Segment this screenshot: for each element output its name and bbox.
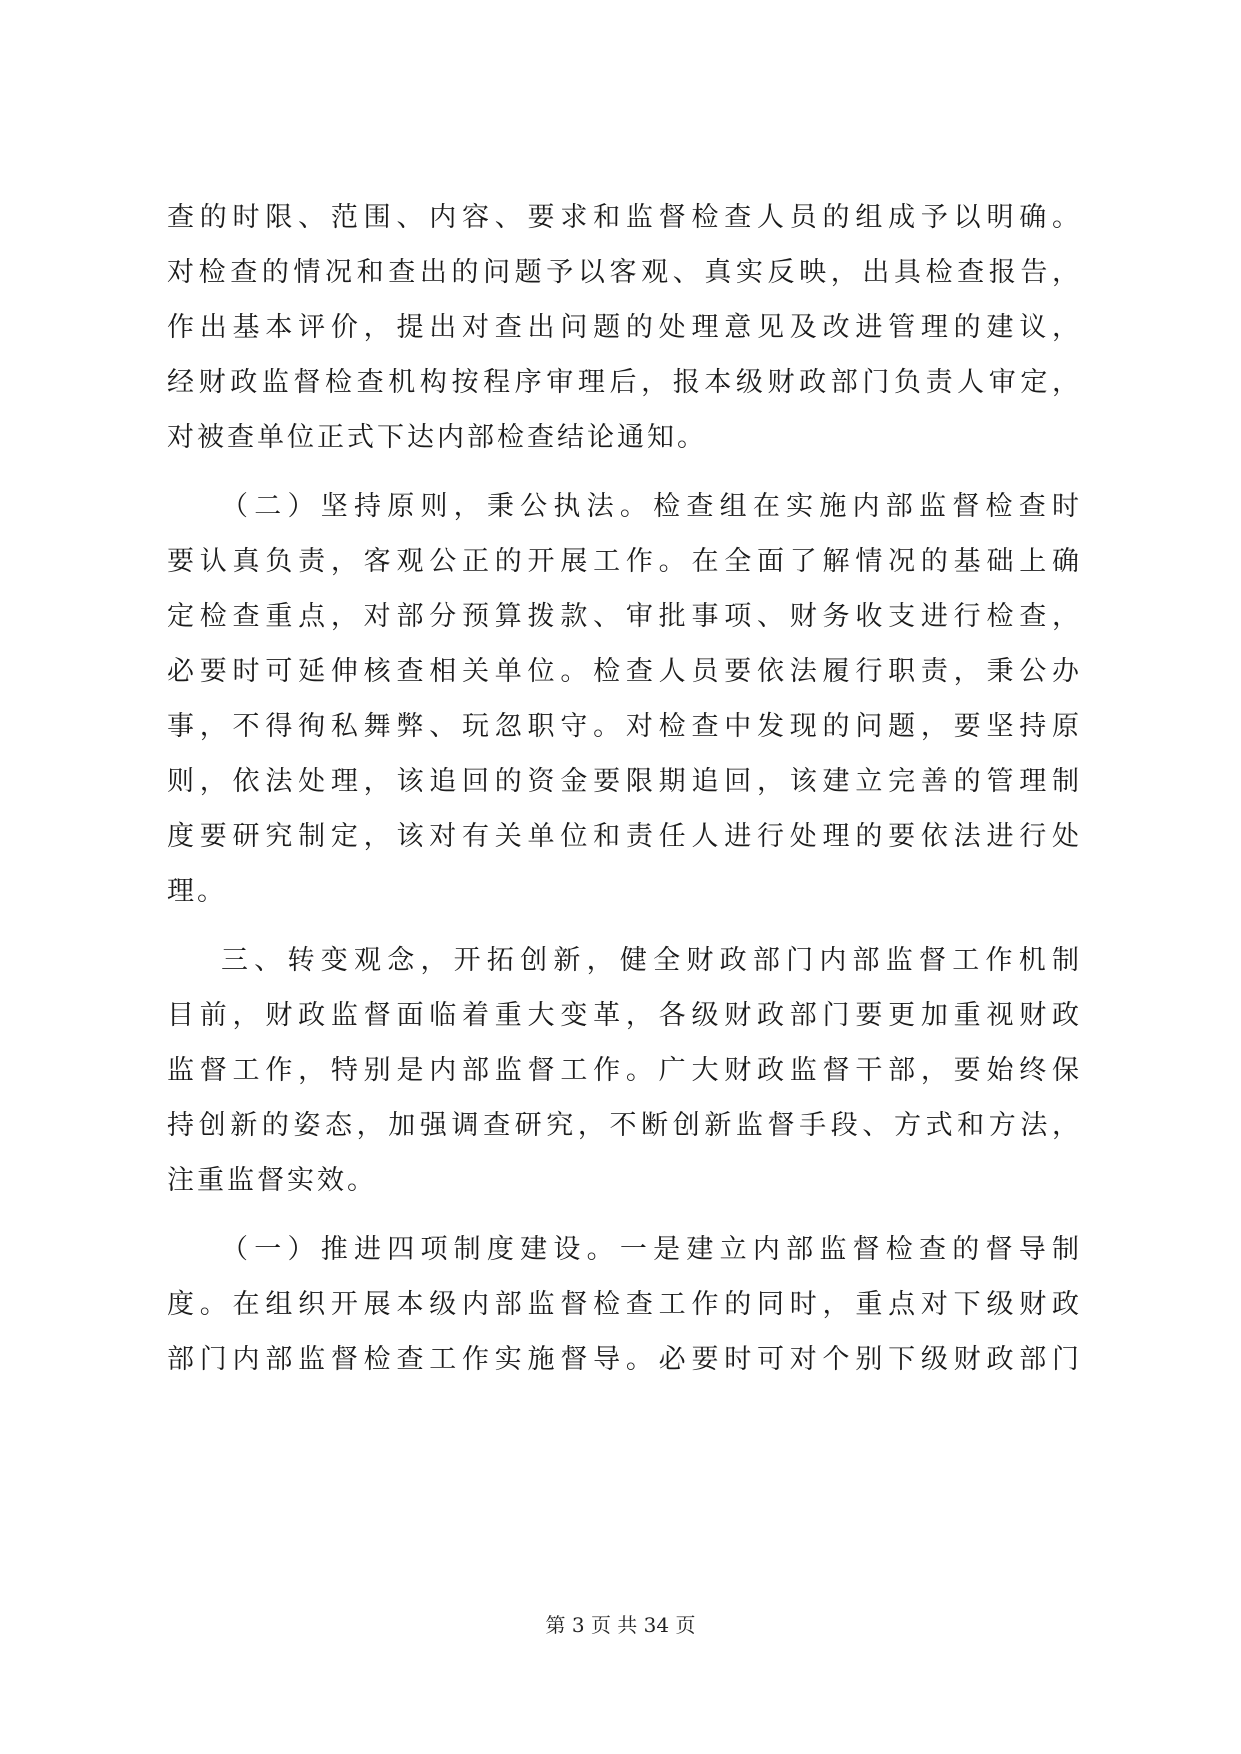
paragraph-section-three bbox=[167, 933, 1079, 1208]
text-line: 持创新的姿态，加强调查研究，不断创新监督手段、方式和方法， bbox=[167, 1110, 1079, 1141]
text-line: 查的时限、范围、内容、要求和监督检查人员的组成予以明确。 bbox=[167, 202, 1079, 233]
text-line: 目前，财政监督面临着重大变革，各级财政部门要更加重视财政 bbox=[167, 1000, 1079, 1031]
text-line: 作出基本评价，提出对查出问题的处理意见及改进管理的建议， bbox=[167, 312, 1079, 343]
text-line: 度。在组织开展本级内部监督检查工作的同时，重点对下级财政 bbox=[167, 1289, 1079, 1320]
text-line: 理。 bbox=[167, 876, 227, 907]
text-line: 则，依法处理，该追回的资金要限期追回，该建立完善的管理制 bbox=[167, 766, 1079, 797]
text-line: 部门内部监督检查工作实施督导。必要时可对个别下级财政部门 bbox=[167, 1344, 1079, 1375]
document-body bbox=[167, 190, 1079, 1387]
text-line: 必要时可延伸核查相关单位。检查人员要依法履行职责，秉公办 bbox=[167, 656, 1079, 687]
paragraph-principles bbox=[167, 479, 1079, 919]
text-line: 经财政监督检查机构按程序审理后，报本级财政部门负责人审定， bbox=[167, 367, 1079, 398]
text-line: 要认真负责，客观公正的开展工作。在全面了解情况的基础上确 bbox=[167, 546, 1079, 577]
text-line: 定检查重点，对部分预算拨款、审批事项、财务收支进行检查， bbox=[167, 601, 1079, 632]
section-heading: 三、转变观念，开拓创新，健全财政部门内部监督工作机制 bbox=[221, 945, 1079, 976]
text-line: （二）坚持原则，秉公执法。检查组在实施内部监督检查时 bbox=[221, 491, 1079, 522]
text-line: 度要研究制定，该对有关单位和责任人进行处理的要依法进行处 bbox=[167, 821, 1079, 852]
paragraph-four-systems bbox=[167, 1222, 1079, 1387]
text-line: 注重监督实效。 bbox=[167, 1165, 377, 1196]
page-number-footer: 第 3 页 共 34 页 bbox=[545, 1613, 696, 1637]
text-line: 事，不得徇私舞弊、玩忽职守。对检查中发现的问题，要坚持原 bbox=[167, 711, 1079, 742]
text-line: 监督工作，特别是内部监督工作。广大财政监督干部，要始终保 bbox=[167, 1055, 1079, 1086]
text-line: （一）推进四项制度建设。一是建立内部监督检查的督导制 bbox=[221, 1234, 1079, 1265]
text-line: 对检查的情况和查出的问题予以客观、真实反映，出具检查报告， bbox=[167, 257, 1079, 288]
paragraph-continuation bbox=[167, 190, 1079, 465]
text-line: 对被查单位正式下达内部检查结论通知。 bbox=[167, 422, 707, 453]
